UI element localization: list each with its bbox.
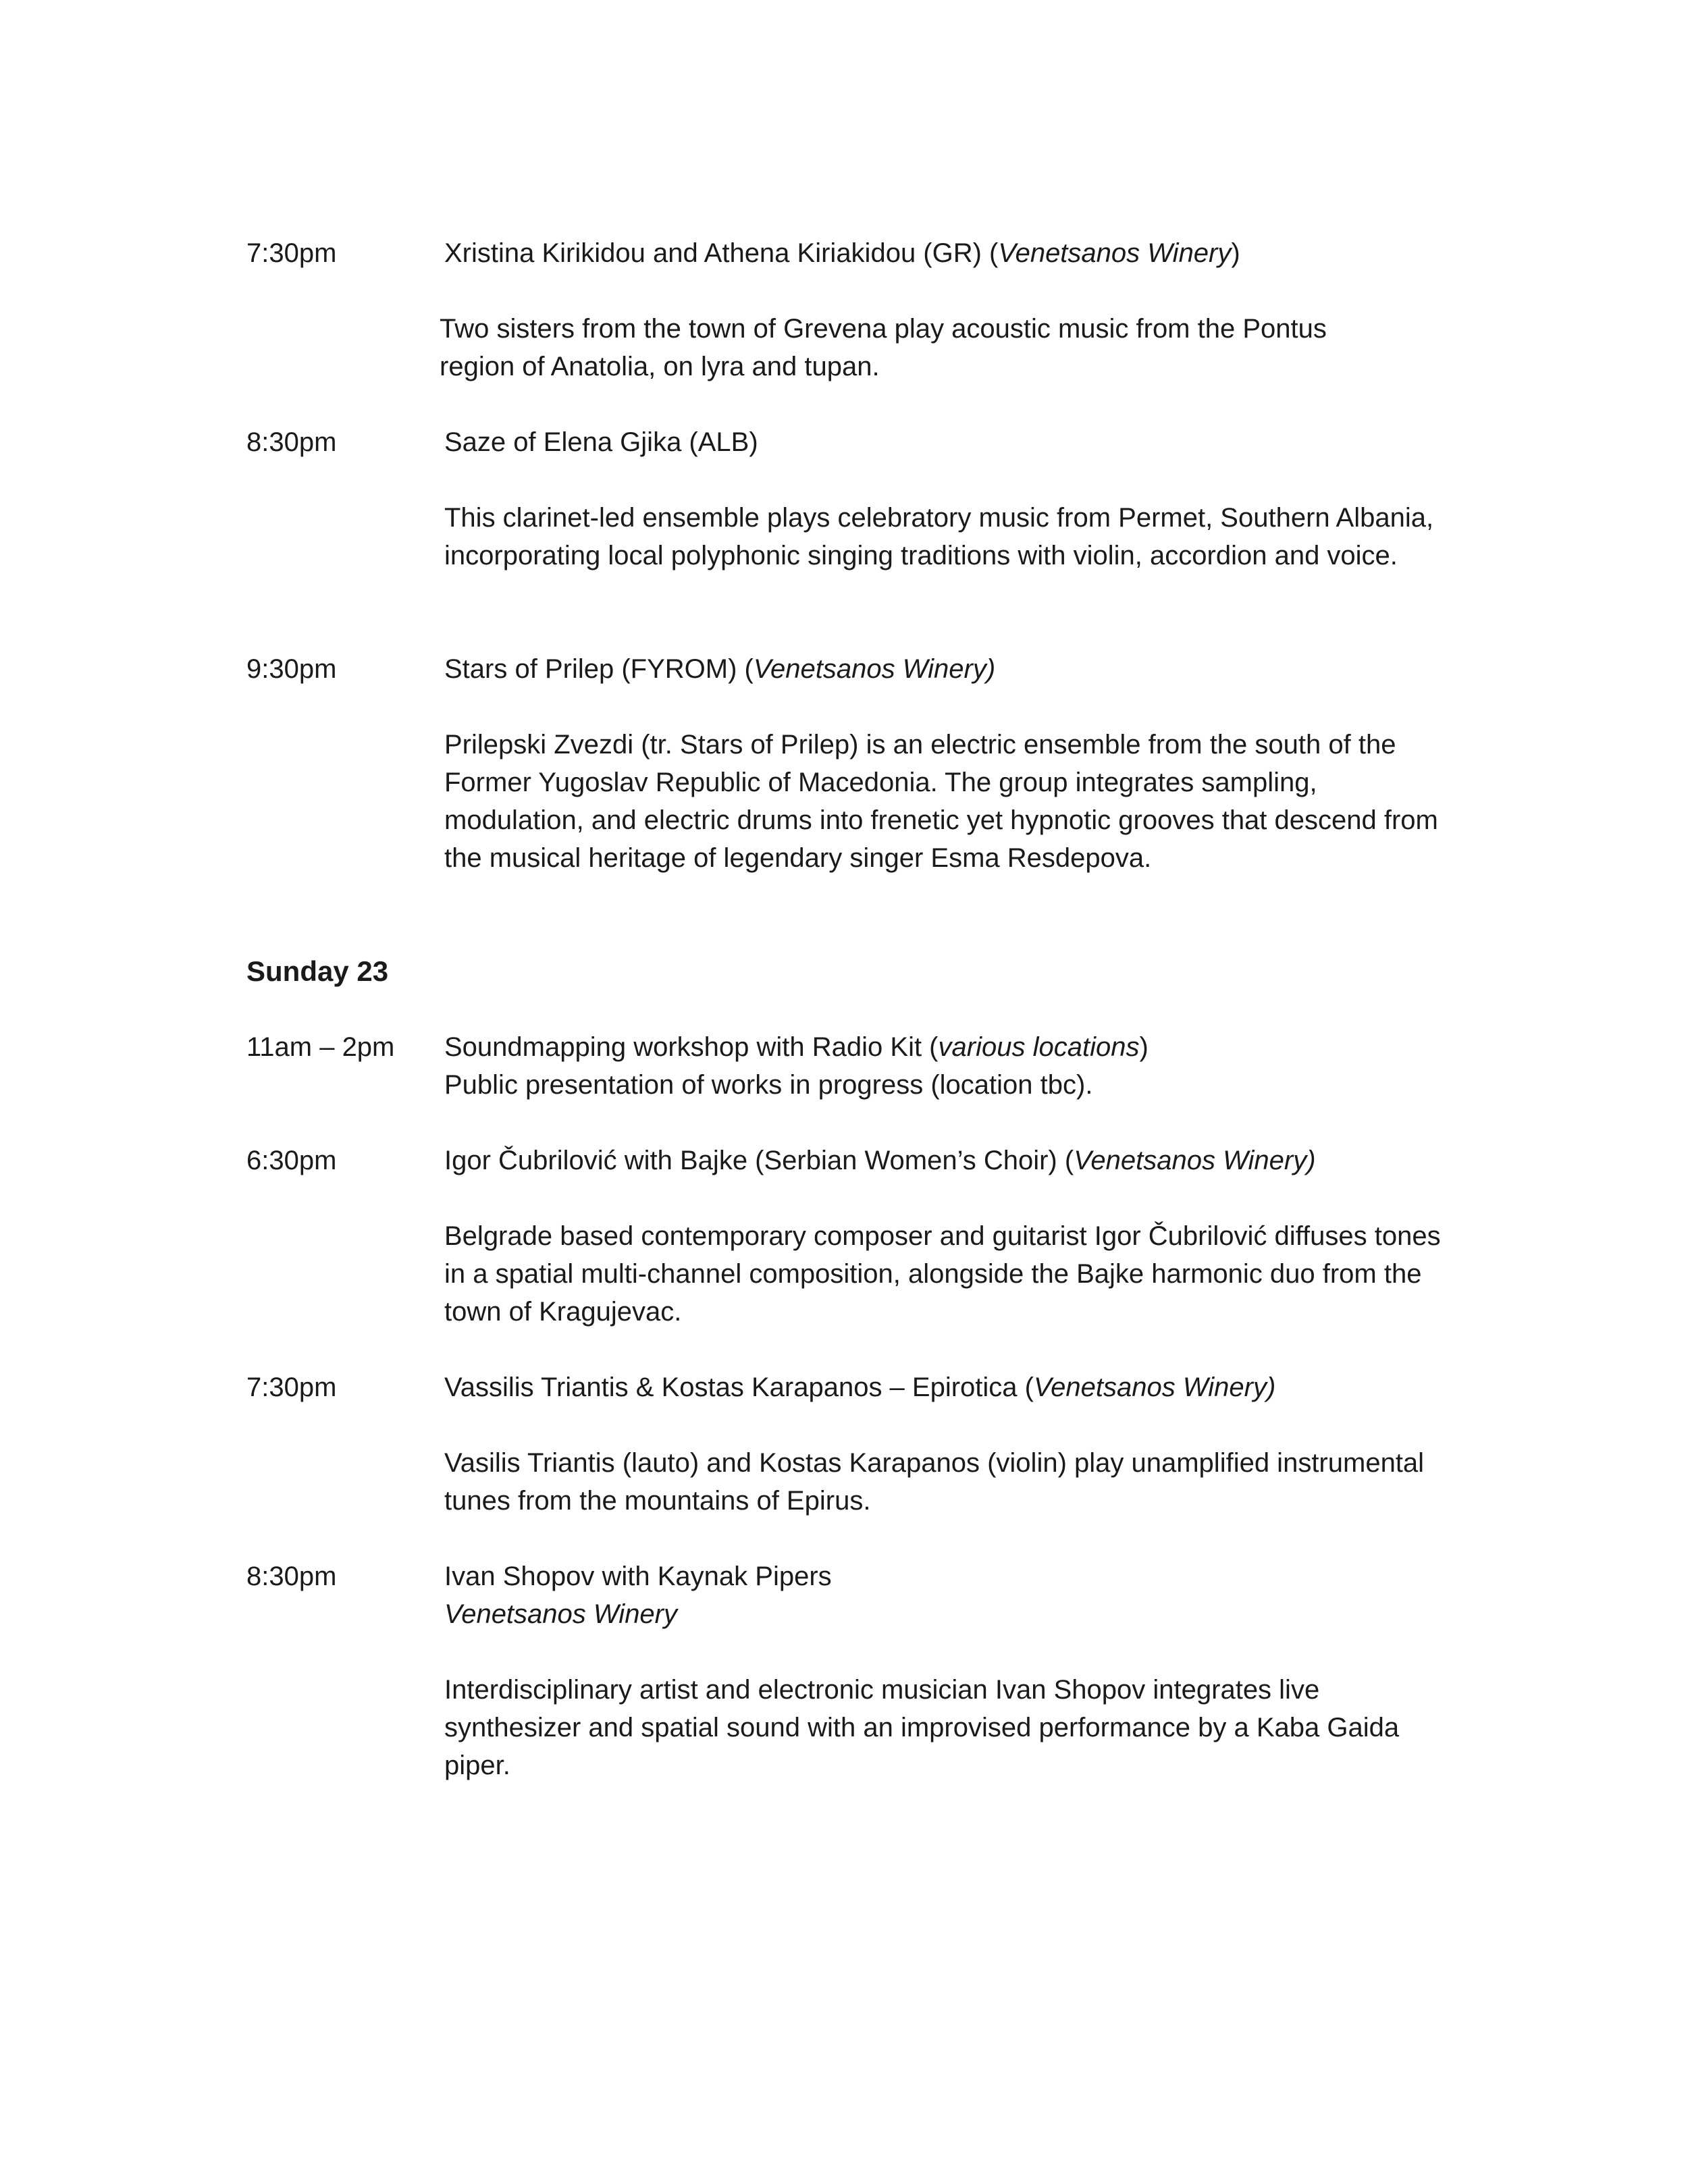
event-time: 7:30pm: [246, 238, 337, 268]
event-time: 11am – 2pm: [246, 1032, 395, 1062]
event-venue: Venetsanos Winery: [444, 1599, 677, 1629]
event-performer: Stars of Prilep (FYROM) (: [444, 654, 754, 684]
event-description: Vasilis Triantis (lauto) and Kostas Karapanos (violin) play unamplified instrumental tunes from the mountains of Epirus.: [444, 1448, 1425, 1516]
event-venue: various locations: [938, 1032, 1140, 1062]
event-performer: Xristina Kirikidou and Athena Kiriakidou (GR) (: [444, 238, 999, 268]
event-venue-line: [444, 1595, 677, 1633]
event-venue: Venetsanos Winery): [1074, 1146, 1316, 1175]
event-description: Belgrade based contemporary composer and guitarist Igor Čubrilović diffuses tones in a spatial multi-channel composition, alongside the Bajke harmonic duo from the town of Kragujevac.: [444, 1221, 1441, 1327]
event-performer: Igor Čubrilović with Bajke (Serbian Women’s Choir) (: [444, 1146, 1074, 1175]
event-title: Saze of Elena Gjika (ALB): [444, 427, 758, 457]
event-description: Two sisters from the town of Grevena play acoustic music from the Pontus region of Anatolia, on lyra and tupan.: [440, 314, 1327, 381]
event-time: 9:30pm: [246, 654, 337, 684]
event-title-suffix: ): [1139, 1032, 1149, 1062]
event-venue: Venetsanos Winery: [998, 238, 1232, 268]
event-title: [444, 1142, 1316, 1179]
event-time: 6:30pm: [246, 1146, 337, 1175]
event-performer: Vassilis Triantis & Kostas Karapanos – Epirotica (: [444, 1373, 1034, 1402]
event-venue: Venetsanos Winery): [753, 654, 996, 684]
event-title-suffix: ): [1231, 238, 1240, 268]
event-title: [444, 234, 1240, 272]
event-performer: Soundmapping workshop with Radio Kit (: [444, 1032, 939, 1062]
event-title: [444, 650, 995, 688]
event-time: 8:30pm: [246, 1562, 337, 1591]
event-subtitle: Public presentation of works in progress (location tbc).: [444, 1070, 1093, 1100]
event-title: [444, 1028, 1149, 1066]
event-title: Ivan Shopov with Kaynak Pipers: [444, 1562, 832, 1591]
event-venue: Venetsanos Winery): [1033, 1373, 1276, 1402]
day-heading: Sunday 23: [246, 955, 389, 987]
event-time: 7:30pm: [246, 1373, 337, 1402]
event-description: This clarinet-led ensemble plays celebratory music from Permet, Southern Albania, incorporating local polyphonic singing traditions with violin, accordion and voice.: [444, 503, 1434, 570]
event-time: 8:30pm: [246, 427, 337, 457]
event-description: Interdisciplinary artist and electronic musician Ivan Shopov integrates live synthesizer and spatial sound with an improvised performance by a Kaba Gaida piper.: [444, 1675, 1400, 1780]
event-description: Prilepski Zvezdi (tr. Stars of Prilep) is an electric ensemble from the south of the Former Yugoslav Republic of Macedonia. The group integrates sampling, modulation, and electric drums into frenetic yet hypnotic grooves that descend from the musical heritage of legendary singer Esma Resdepova.: [444, 730, 1438, 873]
event-title: [444, 1368, 1275, 1406]
